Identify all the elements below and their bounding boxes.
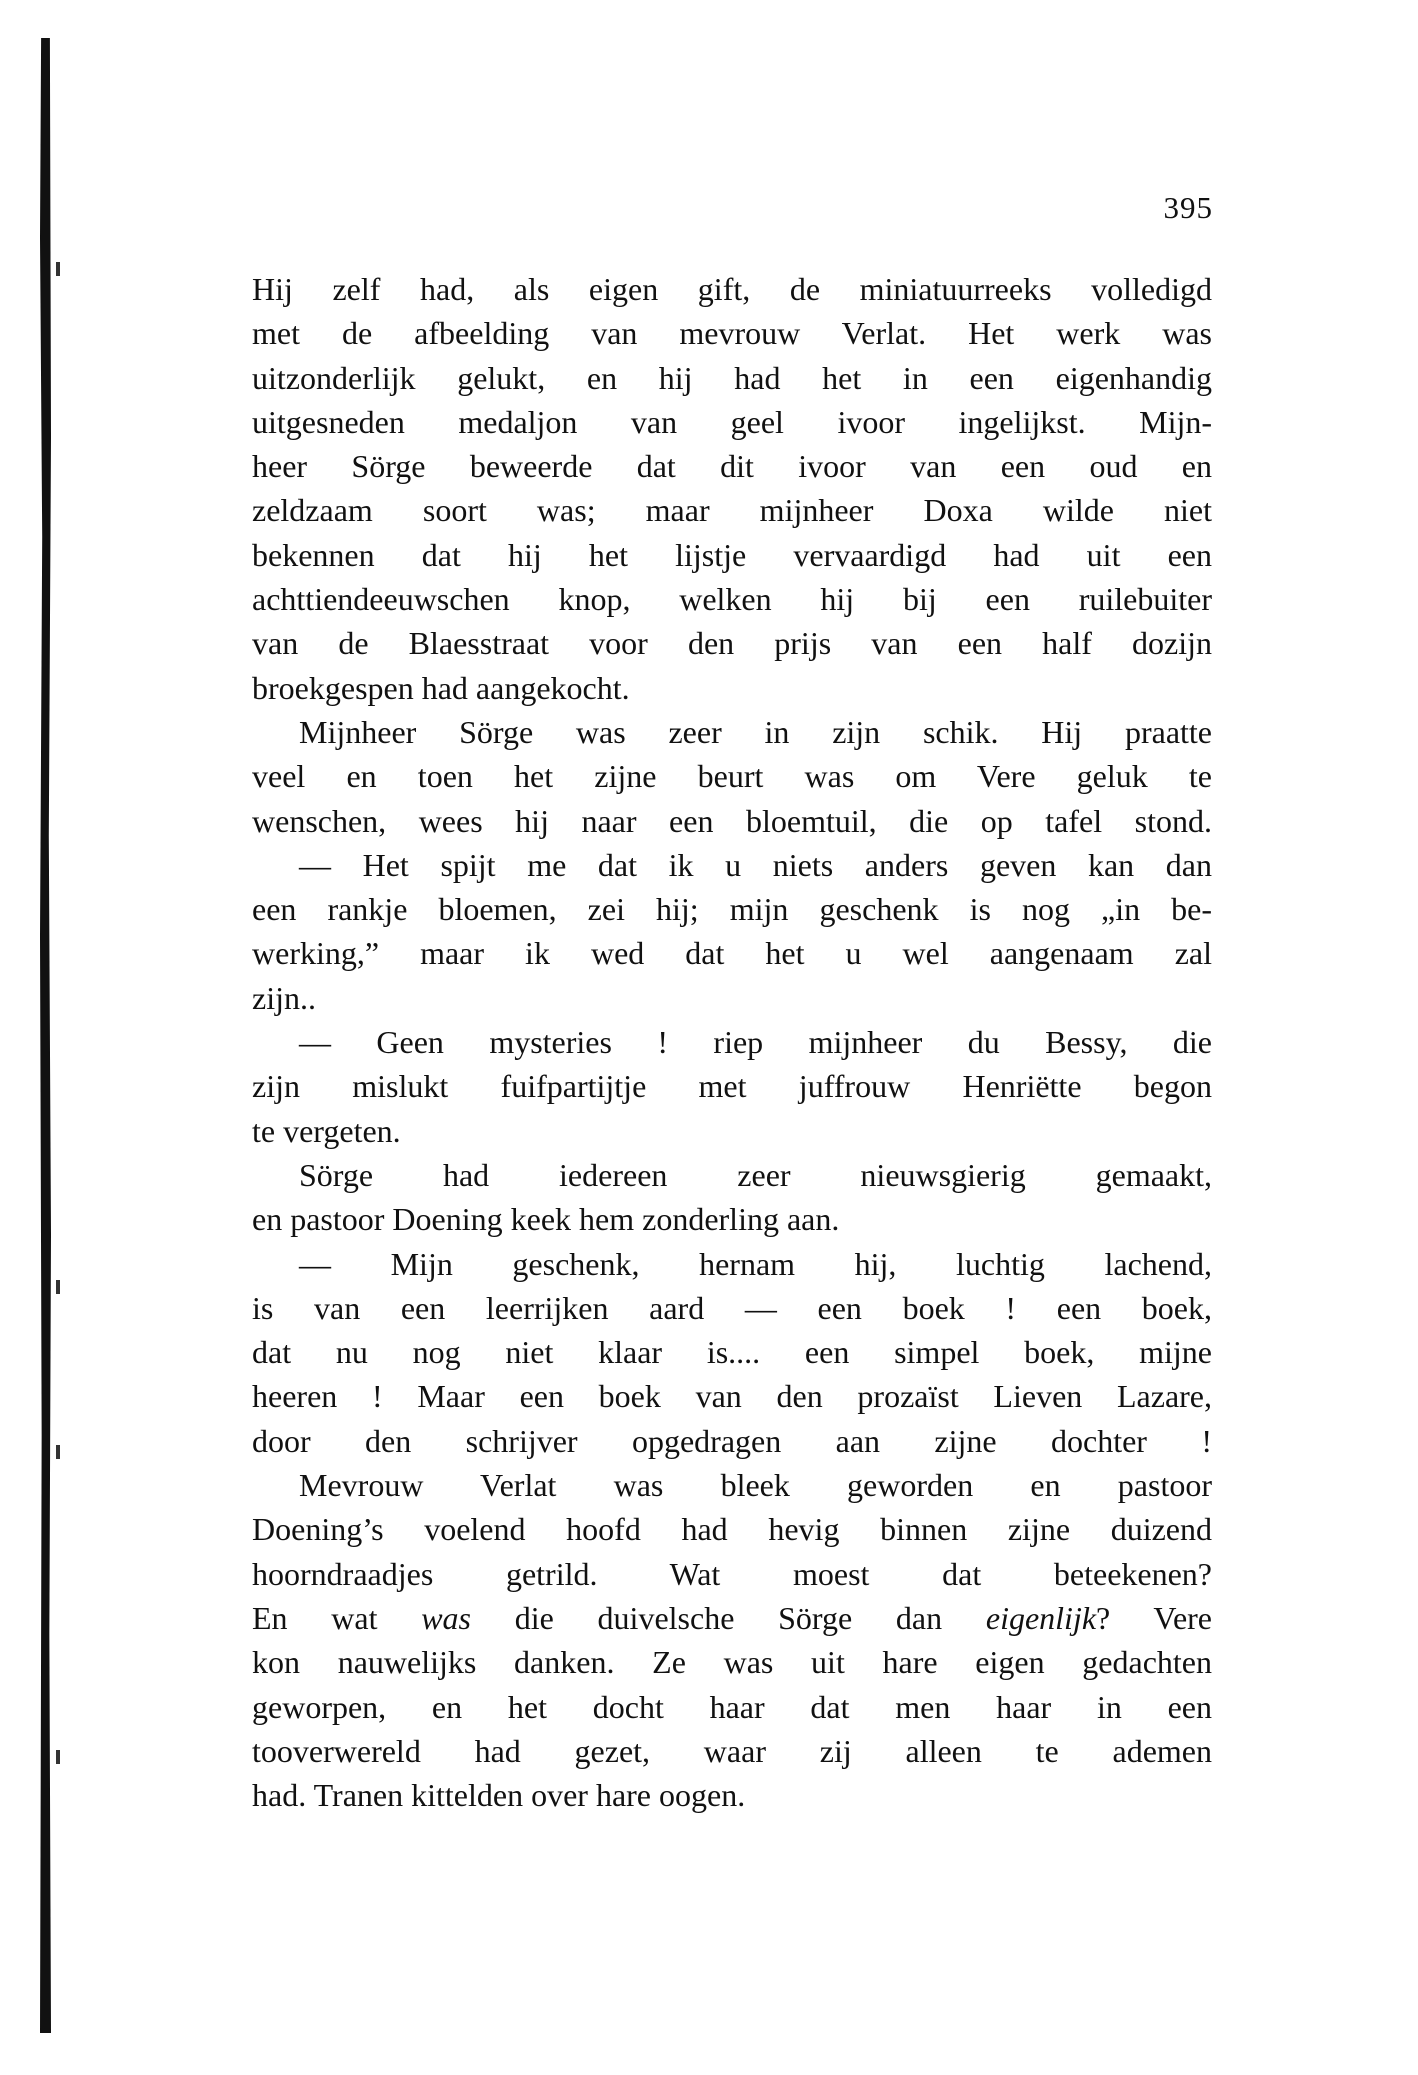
text-line: wenschen, wees hij naar een bloemtuil, die op tafel stond. — [252, 802, 1212, 839]
text-line: zijn mislukt fuifpartijtje met juffrouw Henriëtte begon — [252, 1068, 1212, 1105]
italic-text-segment: was — [421, 1599, 471, 1636]
text-line: door den schrijver opgedragen aan zijne dochter ! — [252, 1422, 1212, 1459]
text-line: een rankje bloemen, zei hij; mijn geschenk is nog „in be- — [252, 891, 1212, 928]
text-line: geworpen, en het docht haar dat men haar in een — [252, 1688, 1212, 1725]
text-line: van de Blaesstraat voor den prijs van een half dozijn — [252, 625, 1212, 662]
text-line: achttiendeeuwschen knop, welken hij bij een ruilebuiter — [252, 581, 1212, 618]
text-line: hoorndraadjes getrild. Wat moest dat beteekenen? — [252, 1555, 1212, 1592]
text-line: en pastoor Doening keek hem zonderling aan. — [252, 1201, 840, 1238]
text-line: tooverwereld had gezet, waar zij alleen te ademen — [252, 1732, 1212, 1769]
text-line: is van een leerrijken aard — een boek ! een boek, — [252, 1289, 1212, 1326]
page-body-text — [252, 267, 1212, 1817]
text-segment: die duivelsche Sörge dan — [471, 1599, 986, 1636]
text-line: te vergeten. — [252, 1112, 401, 1149]
scan-artifact — [56, 262, 60, 276]
text-line: zijn.. — [252, 979, 316, 1016]
text-line: Hij zelf had, als eigen gift, de miniatuurreeks volledigd — [252, 271, 1212, 307]
text-line: — Mijn geschenk, hernam hij, luchtig lachend, — [299, 1245, 1212, 1282]
text-line: veel en toen het zijne beurt was om Vere geluk te — [252, 758, 1212, 795]
text-line: had. Tranen kittelden over hare oogen. — [252, 1777, 746, 1814]
text-line: dat nu nog niet klaar is.... een simpel boek, mijne — [252, 1334, 1212, 1371]
text-line: — Het spijt me dat ik u niets anders geven kan dan — [299, 846, 1212, 883]
text-line: uitgesneden medaljon van geel ivoor ingelijkst. Mijn- — [252, 403, 1212, 440]
text-line: zeldzaam soort was; maar mijnheer Doxa wilde niet — [252, 492, 1212, 529]
text-line: heer Sörge beweerde dat dit ivoor van een oud en — [252, 448, 1212, 485]
scan-artifact — [56, 1445, 60, 1459]
scan-artifact — [56, 1750, 60, 1764]
text-line: — Geen mysteries ! riep mijnheer du Bessy, die — [299, 1024, 1212, 1061]
text-line: heeren ! Maar een boek van den prozaïst Lieven Lazare, — [252, 1378, 1212, 1415]
text-segment: En wat — [252, 1599, 422, 1636]
text-line: uitzonderlijk gelukt, en hij had het in een eigenhandig — [252, 359, 1212, 396]
text-line: bekennen dat hij het lijstje vervaardigd had uit een — [252, 536, 1212, 573]
page-number: 395 — [1163, 190, 1213, 225]
book-spine-edge — [40, 38, 51, 2033]
text-line: broekgespen had aangekocht. — [252, 669, 630, 706]
text-line: werking,” maar ik wed dat het u wel aangenaam zal — [252, 935, 1212, 972]
text-segment: ? Vere — [1096, 1599, 1213, 1636]
text-line: kon nauwelijks danken. Ze was uit hare eigen gedachten — [252, 1644, 1212, 1681]
text-line: Doening’s voelend hoofd had hevig binnen zijne duizend — [252, 1511, 1212, 1548]
scan-artifact — [56, 1280, 60, 1294]
text-line: Mevrouw Verlat was bleek geworden en pastoor — [299, 1467, 1212, 1504]
text-line: Mijnheer Sörge was zeer in zijn schik. Hij praatte — [299, 713, 1212, 750]
text-line: Sörge had iedereen zeer nieuwsgierig gemaakt, — [299, 1156, 1212, 1193]
text-line: met de afbeelding van mevrouw Verlat. Het werk was — [252, 315, 1212, 352]
italic-text-segment: eigenlijk — [985, 1599, 1097, 1636]
text-line — [252, 1596, 1212, 1640]
